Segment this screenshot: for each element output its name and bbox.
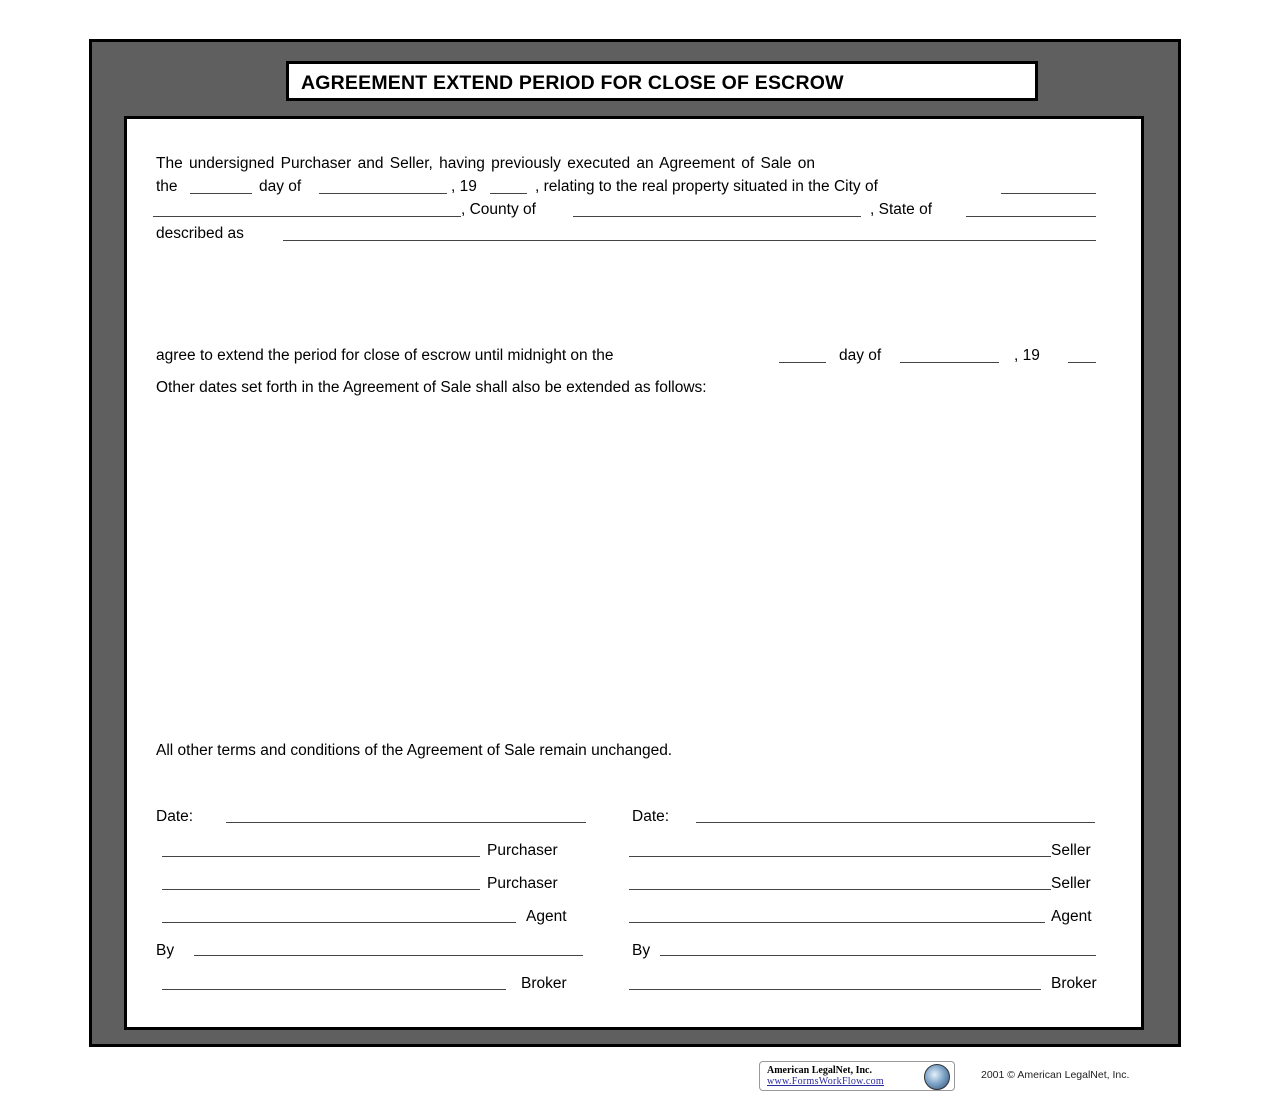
title-box bbox=[286, 61, 1038, 101]
escrow-year-prefix-label: , 19 bbox=[1014, 347, 1040, 364]
purchaser-date-field[interactable] bbox=[226, 822, 586, 823]
seller-2-signature-field[interactable] bbox=[629, 889, 1051, 890]
seller-by-label: By bbox=[632, 942, 651, 959]
logo-company-name: American LegalNet, Inc. bbox=[767, 1065, 872, 1076]
seller-2-label: Seller bbox=[1051, 875, 1091, 892]
extend-label: agree to extend the period for close of escrow until midnight on the bbox=[156, 347, 614, 364]
purchaser-2-label: Purchaser bbox=[487, 875, 558, 892]
seller-1-label: Seller bbox=[1051, 842, 1091, 859]
seller-broker-signature-field[interactable] bbox=[629, 989, 1041, 990]
seller-agent-label: Agent bbox=[1051, 908, 1092, 925]
purchaser-2-signature-field[interactable] bbox=[162, 889, 480, 890]
globe-icon bbox=[924, 1064, 950, 1090]
county-field[interactable] bbox=[573, 216, 861, 217]
purchaser-broker-label: Broker bbox=[521, 975, 567, 992]
described-as-label: described as bbox=[156, 225, 244, 242]
seller-agent-signature-field[interactable] bbox=[629, 922, 1045, 923]
document-title: AGREEMENT EXTEND PERIOD FOR CLOSE OF ESCROW bbox=[301, 72, 844, 94]
purchaser-date-label: Date: bbox=[156, 808, 194, 825]
escrow-day-field[interactable] bbox=[779, 362, 826, 363]
purchaser-agent-label: Agent bbox=[526, 908, 567, 925]
seller-by-field[interactable] bbox=[660, 955, 1096, 956]
city-continued-field[interactable] bbox=[153, 216, 461, 217]
purchaser-by-label: By bbox=[156, 942, 175, 959]
relating-label: , relating to the real property situated in the City of bbox=[535, 178, 878, 195]
footer-logo[interactable] bbox=[759, 1061, 955, 1091]
agreement-year-field[interactable] bbox=[490, 193, 527, 194]
seller-date-field[interactable] bbox=[696, 822, 1095, 823]
agreement-day-field[interactable] bbox=[190, 193, 252, 194]
escrow-year-field[interactable] bbox=[1068, 362, 1096, 363]
intro-line: The undersigned Purchaser and Seller, having previously executed an Agreement of Sale on bbox=[156, 155, 816, 172]
purchaser-1-signature-field[interactable] bbox=[162, 856, 480, 857]
logo-website-link[interactable]: www.FormsWorkFlow.com bbox=[767, 1076, 884, 1087]
purchaser-broker-signature-field[interactable] bbox=[162, 989, 506, 990]
the-label: the bbox=[156, 178, 178, 195]
other-dates-label: Other dates set forth in the Agreement of Sale shall also be extended as follows: bbox=[156, 379, 707, 396]
purchaser-by-field[interactable] bbox=[194, 955, 583, 956]
seller-date-label: Date: bbox=[632, 808, 670, 825]
county-label: , County of bbox=[461, 201, 536, 218]
day-of-label: day of bbox=[259, 178, 302, 195]
state-field[interactable] bbox=[966, 216, 1096, 217]
seller-broker-label: Broker bbox=[1051, 975, 1097, 992]
copyright-text: 2001 © American LegalNet, Inc. bbox=[981, 1069, 1130, 1081]
property-description-field[interactable] bbox=[283, 240, 1096, 241]
escrow-month-field[interactable] bbox=[900, 362, 999, 363]
escrow-day-of-label: day of bbox=[839, 347, 882, 364]
seller-1-signature-field[interactable] bbox=[629, 856, 1051, 857]
purchaser-agent-signature-field[interactable] bbox=[162, 922, 516, 923]
purchaser-1-label: Purchaser bbox=[487, 842, 558, 859]
city-field[interactable] bbox=[1001, 193, 1096, 194]
terms-unchanged-text: All other terms and conditions of the Agreement of Sale remain unchanged. bbox=[156, 742, 673, 759]
agreement-month-field[interactable] bbox=[319, 193, 447, 194]
year-prefix-label: , 19 bbox=[451, 178, 477, 195]
form-panel bbox=[124, 116, 1144, 1030]
state-label: , State of bbox=[870, 201, 933, 218]
